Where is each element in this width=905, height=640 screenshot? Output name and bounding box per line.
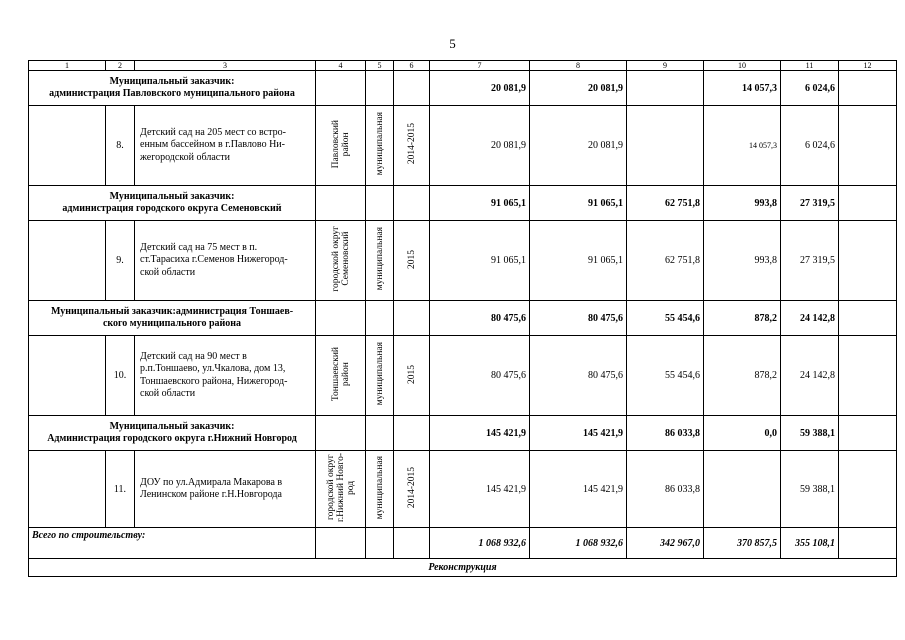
value-cell: 91 065,1 xyxy=(530,221,627,301)
value-cell: 6 024,6 xyxy=(781,71,839,106)
object-row xyxy=(29,336,897,416)
value-cell: 62 751,8 xyxy=(627,221,704,301)
header-cell: 2 xyxy=(106,61,135,71)
value-cell: 86 033,8 xyxy=(627,416,704,451)
value-cell: 145 421,9 xyxy=(430,451,530,528)
object-number: 11. xyxy=(106,451,135,528)
value-cell: 27 319,5 xyxy=(781,186,839,221)
value-cell: 14 057,3 xyxy=(704,71,781,106)
customer-row xyxy=(29,71,897,106)
value-cell: 59 388,1 xyxy=(781,451,839,528)
header-cell: 4 xyxy=(316,61,366,71)
customer-row xyxy=(29,301,897,336)
object-name: Детский сад на 205 мест со встро- енным бассейном в г.Павлово Ни- жегородской области xyxy=(135,106,316,186)
customer-name: Муниципальный заказчик: Администрация городского округа г.Нижний Новгород xyxy=(29,416,316,451)
value-cell: 20 081,9 xyxy=(430,106,530,186)
header-cell: 9 xyxy=(627,61,704,71)
object-name: ДОУ по ул.Адмирала Макарова в Ленинском районе г.Н.Новгорода xyxy=(135,451,316,528)
header-cell: 5 xyxy=(366,61,394,71)
total-value: 370 857,5 xyxy=(704,528,781,559)
object-number: 9. xyxy=(106,221,135,301)
section-row xyxy=(29,559,897,577)
value-cell: 55 454,6 xyxy=(627,301,704,336)
value-cell: 878,2 xyxy=(704,301,781,336)
total-value: 1 068 932,6 xyxy=(530,528,627,559)
value-cell: 62 751,8 xyxy=(627,186,704,221)
customer-row xyxy=(29,416,897,451)
object-ownership: муниципальная xyxy=(366,106,394,186)
value-cell: 24 142,8 xyxy=(781,336,839,416)
object-district: городской округ Семеновский xyxy=(316,221,366,301)
value-cell: 145 421,9 xyxy=(530,416,627,451)
value-cell: 27 319,5 xyxy=(781,221,839,301)
value-cell: 59 388,1 xyxy=(781,416,839,451)
section-title: Реконструкция xyxy=(29,559,897,577)
object-number: 10. xyxy=(106,336,135,416)
value-cell xyxy=(627,71,704,106)
value-cell: 24 142,8 xyxy=(781,301,839,336)
value-cell: 878,2 xyxy=(704,336,781,416)
construction-table xyxy=(28,60,897,577)
object-row xyxy=(29,221,897,301)
object-period: 2014-2015 xyxy=(394,451,430,528)
header-cell: 6 xyxy=(394,61,430,71)
value-cell: 86 033,8 xyxy=(627,451,704,528)
total-value: 355 108,1 xyxy=(781,528,839,559)
object-row xyxy=(29,451,897,528)
object-district: Тоншаевский район xyxy=(316,336,366,416)
value-cell: 20 081,9 xyxy=(430,71,530,106)
value-cell: 145 421,9 xyxy=(430,416,530,451)
header-row xyxy=(29,61,897,71)
header-cell: 7 xyxy=(430,61,530,71)
value-cell: 145 421,9 xyxy=(530,451,627,528)
value-cell xyxy=(627,106,704,186)
object-district: городской округ г.Нижний Новго- род xyxy=(316,451,366,528)
value-cell xyxy=(704,451,781,528)
header-cell: 12 xyxy=(839,61,897,71)
value-cell: 80 475,6 xyxy=(430,336,530,416)
object-number: 8. xyxy=(106,106,135,186)
total-label: Всего по строительству: xyxy=(29,528,316,559)
total-value: 342 967,0 xyxy=(627,528,704,559)
value-cell: 80 475,6 xyxy=(430,301,530,336)
object-row xyxy=(29,106,897,186)
object-period: 2015 xyxy=(394,336,430,416)
object-period: 2015 xyxy=(394,221,430,301)
customer-name: Муниципальный заказчик:администрация Тоншаев- ского муниципального района xyxy=(29,301,316,336)
object-name: Детский сад на 75 мест в п. ст.Тарасиха г.Семенов Нижегород- ской области xyxy=(135,221,316,301)
header-cell: 1 xyxy=(29,61,106,71)
object-ownership: муниципальная xyxy=(366,451,394,528)
customer-row xyxy=(29,186,897,221)
page-number: 5 xyxy=(449,36,456,51)
value-cell: 91 065,1 xyxy=(430,186,530,221)
object-ownership: муниципальная xyxy=(366,221,394,301)
header-cell: 10 xyxy=(704,61,781,71)
value-cell: 80 475,6 xyxy=(530,336,627,416)
value-cell: 993,8 xyxy=(704,221,781,301)
header-cell: 8 xyxy=(530,61,627,71)
value-cell: 20 081,9 xyxy=(530,106,627,186)
total-value: 1 068 932,6 xyxy=(430,528,530,559)
value-cell: 80 475,6 xyxy=(530,301,627,336)
value-cell: 993,8 xyxy=(704,186,781,221)
object-period: 2014-2015 xyxy=(394,106,430,186)
customer-name: Муниципальный заказчик: администрация городского округа Семеновский xyxy=(29,186,316,221)
table-body xyxy=(29,61,897,577)
value-cell: 6 024,6 xyxy=(781,106,839,186)
object-district: Павловский район xyxy=(316,106,366,186)
value-cell: 14 057,3 xyxy=(704,106,781,186)
value-cell: 55 454,6 xyxy=(627,336,704,416)
header-cell: 3 xyxy=(135,61,316,71)
value-cell: 20 081,9 xyxy=(530,71,627,106)
value-cell: 0,0 xyxy=(704,416,781,451)
object-ownership: муниципальная xyxy=(366,336,394,416)
value-cell: 91 065,1 xyxy=(430,221,530,301)
header-cell: 11 xyxy=(781,61,839,71)
total-row xyxy=(29,528,897,559)
value-cell: 91 065,1 xyxy=(530,186,627,221)
customer-name: Муниципальный заказчик: администрация Павловского муниципального района xyxy=(29,71,316,106)
object-name: Детский сад на 90 мест в р.п.Тоншаево, ул.Чкалова, дом 13, Тоншаевского района, Нижегород- ской области xyxy=(135,336,316,416)
